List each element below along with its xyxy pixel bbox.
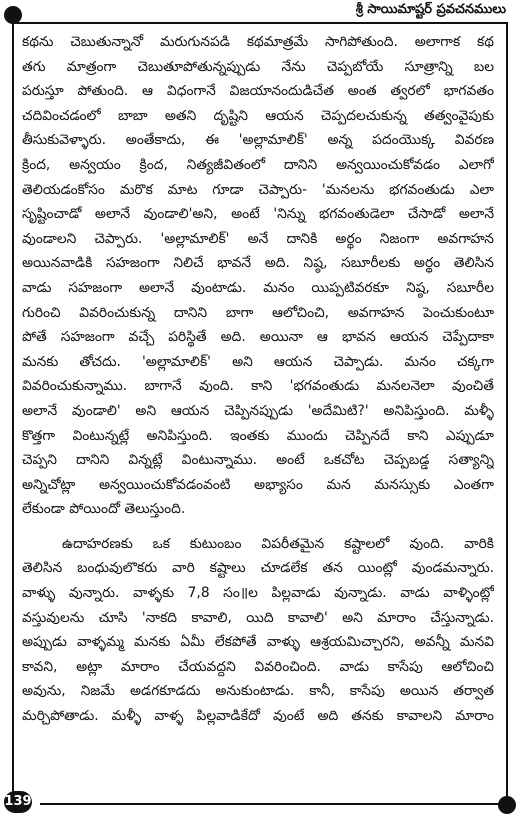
paragraph-1 <box>22 30 494 522</box>
text-line: తెలిసిన బంధువులొకరు వారి కష్టాలు చూడలేక తన యింట్లో వుండమన్నారు. <box>22 560 494 577</box>
text-line: వస్తువులను చూసి 'నాకది కావాలి, యిది కావాలి' అని మారాం చేస్తున్నాడు. <box>22 609 494 626</box>
text-line: అలానే వుండాలి' అని ఆయన చెప్పినప్పుడు 'అదేమిటి?' అనిపిస్తుంది. మళ్ళీ <box>22 402 494 419</box>
text-line: అయినవాడికి సహజంగా నిలిచే భావనే అది. నిష్ఠ, సబూరీలకు అర్థం తెలిసిన <box>22 255 494 272</box>
header-rule <box>13 22 506 24</box>
text-line: పోతే సహజంగా వచ్చే పరిస్థితే అది. అయినా ఆ భావన ఆయన చెప్పేదాకా <box>22 329 494 346</box>
text-line: అన్నిచోట్లా అన్వయించుకోవడంవంటి అభ్యాసం మన మనస్సుకు ఎంతగా <box>22 476 494 493</box>
text-line: క్రింద, అన్వయం క్రింద, నిత్యజీవితంలో దానిని అన్వయించుకోవడం ఎలాగో <box>22 156 494 173</box>
text-line: పరుస్తూ పోతుంది. ఆ విధంగానే విజయానందుడిచేత అంత త్వరలో భాగవతం <box>22 83 494 100</box>
text-line: అప్పుడు వాళ్ళమ్మ మనకు ఏమీ లేకపోతే వాళ్ళు ఆశ్రయమిచ్చారని, అవన్నీ మనవి <box>22 634 494 651</box>
text-line: తెలియడంకోసం మరొక మాట గూడా చెప్పారు- 'మనలను భగవంతుడు ఎలా <box>22 181 494 198</box>
text-line: మర్చిపోతాడు. మళ్ళీ వాళ్ళ పిల్లవాడికేదో వుంటే అది తనకు కావాలని మారాం <box>22 708 494 725</box>
text-line: ఉదాహరణకు ఒక కుటుంబం విపరీతమైన కష్టాలలో వుంది. వారికి <box>62 535 494 552</box>
text-line: చదివించడంలో బాబా అతని దృష్టిని ఆయన చెప్పదలచుకున్న తత్వంవైపుకు <box>22 107 494 124</box>
footer-rule <box>40 803 507 805</box>
text-line: తగు మాత్రంగా చెబుతూపోతున్నప్పుడు నేను చెప్పబోయే సూత్రాన్ని బల <box>22 58 494 75</box>
text-line: తీసుకువెళ్ళారు. అంతేకాదు, ఈ 'అల్లామాలిక్' అన్న పదంయొక్క వివరణ <box>22 132 494 149</box>
text-line: లేకుండా పోయిందో తెలుస్తుంది. <box>22 501 186 518</box>
right-border-rule <box>506 22 508 804</box>
text-line: కావని, అట్లా మారాం చేయవద్దని వివరించింది. వాడు కాసేపు ఆలోచించి <box>22 658 494 675</box>
paragraph-spacer <box>22 522 494 532</box>
text-line: చెప్పని దానిని విన్నట్లే వింటున్నాము. అంటే ఒకచోట చెప్పబడ్డ సత్యాన్ని <box>22 452 494 469</box>
running-header-title: శ్రీ సాయిమాష్టర్ ప్రవచనములు <box>355 2 506 17</box>
paragraph-2 <box>22 532 494 729</box>
text-line: గురించి వివరించుకున్న దానిని బాగా ఆలోచించి, అవగాహన పెంచుకుంటూ <box>22 304 494 321</box>
text-line: కథను చెబుతున్నానో మరుగునపడి కథమాత్రమే సాగిపోతుంది. అలాగాక కథ <box>22 34 494 50</box>
text-line: వివరించుకున్నాము. బాగానే వుంది. కాని 'భగవంతుడు మనలనెలా వుంచితే <box>22 378 494 395</box>
page-number-badge: 139 <box>4 791 32 813</box>
text-line: సృష్టించాడో అలానే వుండాలి'అని, అంటే 'నిన్ను భగవంతుడెలా చేసాడో అలానే <box>22 206 494 223</box>
page-body <box>22 30 494 729</box>
text-line: అవును, నిజమే అడగకూడదు అనుకుంటాడు. కానీ, కాసేపు అయిన తర్వాత <box>22 683 494 700</box>
corner-dot-bottom-right <box>498 796 516 814</box>
left-border-rule <box>12 14 14 800</box>
text-line: వాడు సహజంగా అలానే వుంటాడు. మనం యిప్పటివరకూ నిష్ఠ, సబూరీల <box>22 279 494 296</box>
text-line: వుండాలని చెప్పారు. 'అల్లామాలిక్' అనే దానికి అర్థం నిజంగా అవగాహన <box>22 230 494 247</box>
text-line: మనకు తోచదు. 'అల్లామాలిక్' అని ఆయన చెప్పాడు. మనం చక్కగా <box>22 353 494 370</box>
text-line: కొత్తగా వింటున్నట్లే అనిపిస్తుంది. ఇంతకు ముందు చెప్పినదే కాని ఎప్పుడూ <box>22 427 494 444</box>
text-line: వాళ్ళు వున్నారు. వాళ్ళకు 7,8 సం॥ల పిల్లవాడు వున్నాడు. వాడు వాళ్ళింట్లో <box>22 585 494 602</box>
